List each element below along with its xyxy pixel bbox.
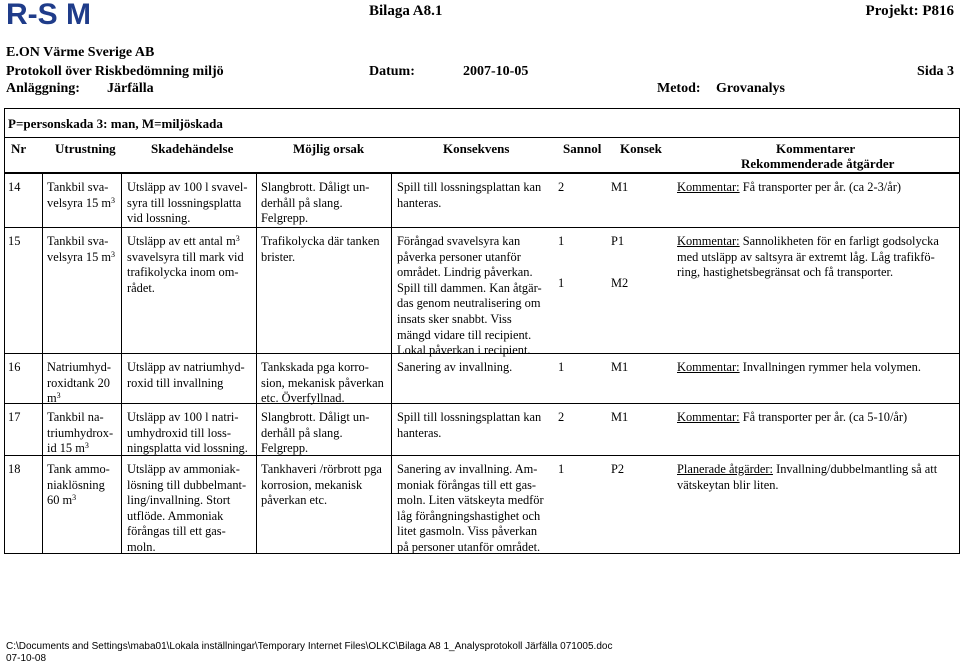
row-divider xyxy=(4,403,960,404)
legend-box xyxy=(4,108,960,138)
row-utrustning: Tankbil sva- velsyra 15 $m^3$ xyxy=(47,234,116,264)
col-orsak: Möjlig orsak xyxy=(293,141,365,156)
row-utrustning: Tank ammo- niaklösning 60 $m^3$ xyxy=(47,462,110,508)
row-skadehandelse: Utsläpp av natriumhyd- roxid till invallning xyxy=(127,360,245,390)
row-sannol: 2 xyxy=(558,180,565,194)
row-kommentar: Kommentar: Få transporter per år. (ca 5-10/år) xyxy=(677,410,908,424)
bilaga-label: Bilaga A8.1 xyxy=(369,3,443,19)
row-utrustning: Tankbil na- triumhydrox- id 15 $m^3$ xyxy=(47,410,114,456)
col-konsek: Konsek xyxy=(620,141,662,156)
row-kommentar: Kommentar: Sannolikheten för en farligt godsolycka med utsläpp av saltsyra är extremt låg. Låg trafikfö- ring, hastighetsbegränsat och få transporter. xyxy=(677,234,939,280)
row-skadehandelse: Utsläpp av 100 l natri- umhydroxid till loss- ningsplatta vid lossning. xyxy=(127,410,248,456)
company-logo: R-S M xyxy=(6,0,91,31)
row-nr: 18 xyxy=(8,462,21,476)
row-sannol: 2 xyxy=(558,410,565,424)
projekt-label: Projekt: P816 xyxy=(865,3,954,19)
footer-date: 07-10-08 xyxy=(6,653,47,664)
row-skadehandelse: Utsläpp av ett antal $m^3$ svavelsyra till mark vid trafikolycka inom om- rådet. xyxy=(127,234,244,295)
row-utrustning: Tankbil sva- velsyra 15 $m^3$ xyxy=(47,180,116,210)
row-orsak: Tankskada pga korro- sion, mekanisk påverkan etc. Överfyllnad. xyxy=(261,360,384,406)
row-sannol: 1 xyxy=(558,360,565,374)
row-nr: 15 xyxy=(8,234,21,248)
row-sannol: 1 xyxy=(558,462,565,476)
col-divider xyxy=(256,173,257,554)
row-konsek: P1 xyxy=(611,234,625,248)
footer-file-path: C:\Documents and Settings\maba01\Lokala inställningar\Temporary Internet Files\OLKC\Bilaga A8 1_Analysprotokoll Järfälla 071005.doc xyxy=(6,641,613,652)
datum-label: Datum: xyxy=(369,64,415,79)
col-konsekvens: Konsekvens xyxy=(443,141,510,156)
row-konsek: M1 xyxy=(611,360,629,374)
col-skadehandelse: Skadehändelse xyxy=(151,141,234,156)
row-konsekvens: Sanering av invallning. Am- moniak förångas till ett gas- moln. Liten vätskeyta medför låg förångningshastighet och litet gasmoln. Viss påverkan på personer utanför området. xyxy=(397,462,544,554)
row-konsek: M1 xyxy=(611,410,629,424)
metod-value: Grovanalys xyxy=(716,81,785,96)
row-kommentar: Kommentar: Få transporter per år. (ca 2-3/år) xyxy=(677,180,901,194)
row-konsekvens: Förångad svavelsyra kan påverka personer utanför området. Lindrig påverkan. Spill till dammen. Kan åtgär- das genom neutralisering om insats sker snabbt. Viss mängd vidare till recipient. Lokal påverkan i recipient. xyxy=(397,234,542,358)
col-sannol: Sannol xyxy=(563,141,602,156)
row-konsek: M1 xyxy=(611,180,629,194)
row-sannol: 1 xyxy=(558,276,565,290)
col-rekommenderade: Rekommenderade åtgärder xyxy=(741,156,895,171)
datum-value: 2007-10-05 xyxy=(463,64,529,79)
col-utrustning: Utrustning xyxy=(55,141,116,156)
column-header-row xyxy=(4,137,960,173)
row-skadehandelse: Utsläpp av ammoniak- lösning till dubbelmant- ling/invallning. Stort utflöde. Ammoniak förångas till ett gas- moln. xyxy=(127,462,247,554)
row-konsek: M2 xyxy=(611,276,629,290)
row-skadehandelse: Utsläpp av 100 l svavel- syra till lossningsplatta vid lossning. xyxy=(127,180,248,226)
row-konsekvens: Sanering av invallning. xyxy=(397,360,513,374)
col-kommentarer: Kommentarer xyxy=(776,141,856,156)
row-utrustning: Natriumhyd- roxidtank 20 $m^3$ xyxy=(47,360,112,406)
metod-label: Metod: xyxy=(657,81,701,96)
row-orsak: Tankhaveri /rörbrott pga korrosion, mekanisk påverkan etc. xyxy=(261,462,382,508)
row-sannol: 1 xyxy=(558,234,565,248)
col-divider xyxy=(121,173,122,554)
company-name: E.ON Värme Sverige AB xyxy=(6,45,155,60)
row-konsekvens: Spill till lossningsplattan kan hanteras. xyxy=(397,180,542,210)
row-nr: 17 xyxy=(8,410,21,424)
row-orsak: Slangbrott. Dåligt un- derhåll på slang. Felgrepp. xyxy=(261,410,370,456)
row-nr: 14 xyxy=(8,180,21,194)
row-konsekvens: Spill till lossningsplattan kan hanteras. xyxy=(397,410,542,440)
protokoll-title: Protokoll över Riskbedömning miljö xyxy=(6,64,224,79)
row-konsek: P2 xyxy=(611,462,625,476)
col-divider xyxy=(42,173,43,554)
page-number: Sida 3 xyxy=(917,64,954,79)
row-orsak: Slangbrott. Dåligt un- derhåll på slang. Felgrepp. xyxy=(261,180,370,226)
legend-text: P=personskada 3: man, M=miljöskada xyxy=(8,116,223,131)
row-nr: 16 xyxy=(8,360,21,374)
col-nr: Nr xyxy=(11,141,27,156)
col-divider xyxy=(391,173,392,554)
anlaggning-value: Järfälla xyxy=(107,81,154,96)
row-orsak: Trafikolycka där tanken brister. xyxy=(261,234,380,264)
row-kommentar: Kommentar: Invallningen rymmer hela volymen. xyxy=(677,360,921,374)
anlaggning-label: Anläggning: xyxy=(6,81,80,96)
row-divider xyxy=(4,227,960,228)
row-kommentar: Planerade åtgärder: Invallning/dubbelmantling så att vätskeytan blir liten. xyxy=(677,462,938,492)
